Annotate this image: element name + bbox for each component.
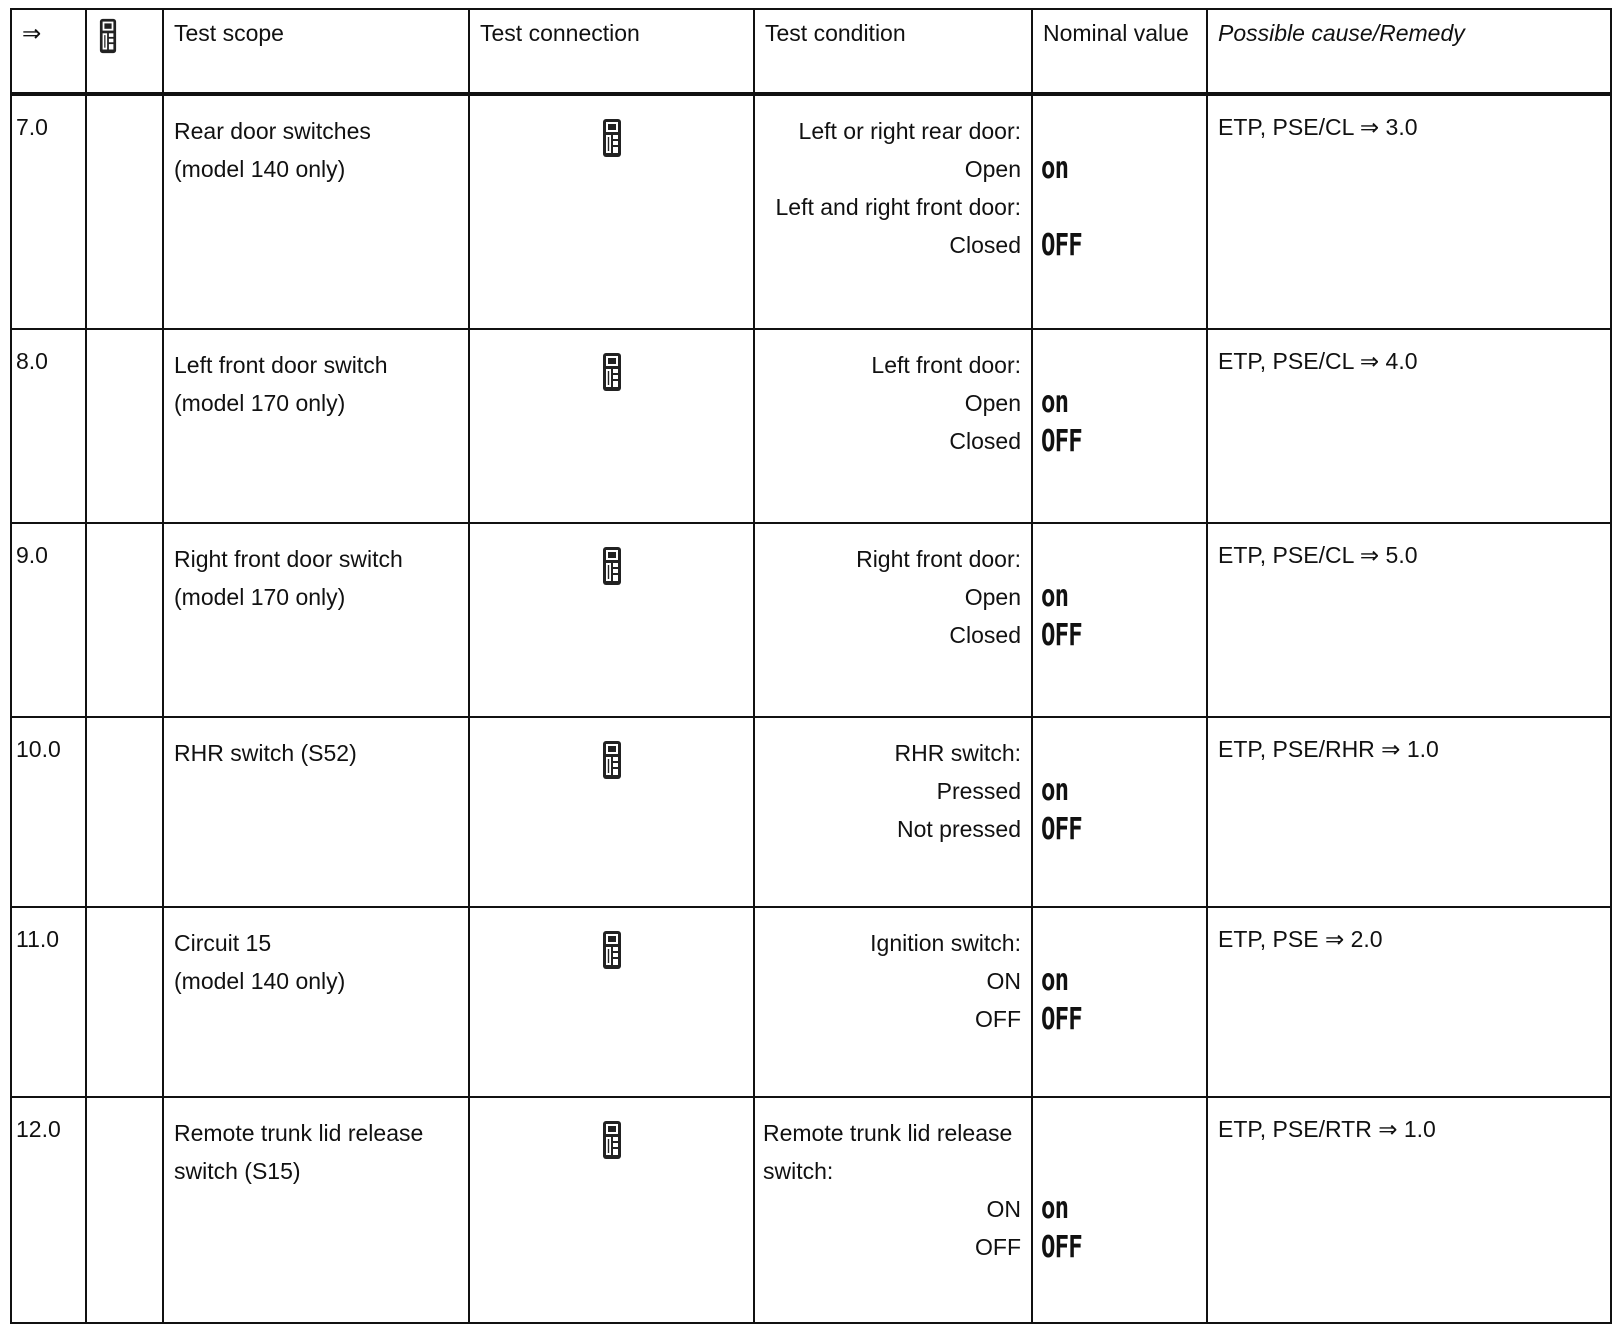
test-condition-line: OFF [975, 1234, 1021, 1260]
nominal-value-line [1041, 1114, 1206, 1152]
test-condition-line: Left and right front door: [775, 194, 1021, 220]
table-row [11, 329, 1611, 523]
test-table [10, 8, 1612, 1324]
nominal-value-line [1041, 1229, 1206, 1268]
nominal-value-line [1041, 150, 1206, 189]
test-condition-line: Right front door: [856, 546, 1021, 572]
test-condition-line: Not pressed [896, 816, 1021, 842]
tester-icon [600, 930, 624, 976]
step-number: 8.0 [11, 329, 86, 523]
test-condition-line: Closed [949, 232, 1021, 258]
test-scope-line: (model 140 only) [174, 156, 346, 182]
test-table-sheet [10, 8, 1610, 1324]
nominal-value: OFF [1041, 228, 1082, 263]
test-condition-line: Open [964, 584, 1021, 610]
test-scope-line: switch (S15) [174, 1158, 301, 1184]
nominal-value: on [1041, 151, 1069, 186]
nominal-value-line [1041, 1152, 1206, 1190]
test-scope-cell [163, 907, 469, 1097]
test-connection-cell [469, 717, 754, 907]
test-condition-line: Left or right rear door: [798, 118, 1021, 144]
step-number: 11.0 [11, 907, 86, 1097]
test-condition-line: Remote trunk lid release [763, 1120, 1013, 1146]
tester-column-cell [86, 1097, 163, 1323]
possible-cause-cell: ETP, PSE/CL ⇒ 3.0 [1207, 94, 1611, 329]
nominal-value-line [1041, 811, 1206, 850]
nominal-value-line [1041, 578, 1206, 617]
step-number: 12.0 [11, 1097, 86, 1323]
tester-icon [600, 1120, 624, 1166]
test-condition-cell [754, 907, 1032, 1097]
tester-column-cell [86, 329, 163, 523]
nominal-value: on [1041, 773, 1069, 808]
test-scope-cell [163, 523, 469, 717]
nominal-value-line [1041, 924, 1206, 962]
test-scope-line: Right front door switch [174, 546, 403, 572]
test-connection-cell [469, 329, 754, 523]
nominal-value: on [1041, 385, 1069, 420]
test-scope-cell [163, 717, 469, 907]
nominal-value-line [1041, 1190, 1206, 1229]
possible-cause-cell: ETP, PSE/RHR ⇒ 1.0 [1207, 717, 1611, 907]
nominal-value: OFF [1041, 1230, 1082, 1265]
test-condition-line: switch: [763, 1158, 834, 1184]
test-connection-cell [469, 1097, 754, 1323]
header-test-connection: Test connection [469, 9, 754, 94]
nominal-value-line [1041, 346, 1206, 384]
step-number: 10.0 [11, 717, 86, 907]
test-condition-cell [754, 717, 1032, 907]
header-tester-cell [86, 9, 163, 94]
test-connection-cell [469, 523, 754, 717]
test-condition-line: Closed [949, 622, 1021, 648]
test-condition-line: RHR switch: [894, 740, 1021, 766]
step-number: 7.0 [11, 94, 86, 329]
header-test-scope: Test scope [163, 9, 469, 94]
nominal-value: OFF [1041, 812, 1082, 847]
possible-cause-cell: ETP, PSE/CL ⇒ 4.0 [1207, 329, 1611, 523]
test-condition-cell [754, 523, 1032, 717]
step-number: 9.0 [11, 523, 86, 717]
tester-icon [600, 546, 624, 592]
nominal-value-line [1041, 189, 1206, 227]
nominal-value: on [1041, 1191, 1069, 1226]
test-scope-cell [163, 94, 469, 329]
table-row [11, 94, 1611, 329]
table-row [11, 907, 1611, 1097]
test-condition-line: ON [986, 968, 1021, 994]
test-condition-line: Open [964, 390, 1021, 416]
test-scope-cell [163, 329, 469, 523]
tester-icon [600, 352, 624, 398]
test-condition-line: ON [986, 1196, 1021, 1222]
possible-cause-cell: ETP, PSE ⇒ 2.0 [1207, 907, 1611, 1097]
nominal-value-cell [1032, 94, 1207, 329]
test-scope-cell [163, 1097, 469, 1323]
tester-icon [600, 118, 624, 164]
tester-column-cell [86, 907, 163, 1097]
header-nominal-value: Nominal value [1032, 9, 1207, 94]
test-scope-line: Circuit 15 [174, 930, 272, 956]
test-condition-line: OFF [975, 1006, 1021, 1032]
nominal-value-line [1041, 962, 1206, 1001]
tester-icon [97, 18, 119, 60]
table-row [11, 1097, 1611, 1323]
test-scope-line: (model 170 only) [174, 584, 346, 610]
test-condition-line: Ignition switch: [870, 930, 1021, 956]
test-connection-cell [469, 907, 754, 1097]
nominal-value: OFF [1041, 424, 1082, 459]
nominal-value: on [1041, 579, 1069, 614]
test-scope-line: (model 140 only) [174, 968, 346, 994]
nominal-value-line [1041, 617, 1206, 656]
test-scope-line: Rear door switches [174, 118, 371, 144]
nominal-value-cell [1032, 907, 1207, 1097]
test-condition-cell [754, 94, 1032, 329]
tester-icon [600, 740, 624, 786]
nominal-value-line [1041, 772, 1206, 811]
header-possible-cause: Possible cause/Remedy [1207, 9, 1611, 94]
nominal-value-cell [1032, 717, 1207, 907]
test-condition-line: Open [964, 156, 1021, 182]
header-arrow: ⇒ [11, 9, 86, 94]
test-connection-cell [469, 94, 754, 329]
test-condition-cell [754, 1097, 1032, 1323]
nominal-value-cell [1032, 523, 1207, 717]
test-condition-line: Pressed [936, 778, 1021, 804]
table-row [11, 717, 1611, 907]
nominal-value-line [1041, 540, 1206, 578]
test-condition-line: Closed [949, 428, 1021, 454]
tester-column-cell [86, 523, 163, 717]
header-test-condition: Test condition [754, 9, 1032, 94]
nominal-value-cell [1032, 1097, 1207, 1323]
test-scope-line: RHR switch (S52) [174, 740, 357, 766]
nominal-value-line [1041, 384, 1206, 423]
test-scope-line: (model 170 only) [174, 390, 346, 416]
test-condition-line: Left front door: [871, 352, 1021, 378]
possible-cause-cell: ETP, PSE/CL ⇒ 5.0 [1207, 523, 1611, 717]
nominal-value-line [1041, 112, 1206, 150]
nominal-value-cell [1032, 329, 1207, 523]
nominal-value-line [1041, 423, 1206, 462]
nominal-value: on [1041, 963, 1069, 998]
table-row [11, 523, 1611, 717]
nominal-value: OFF [1041, 618, 1082, 653]
possible-cause-cell: ETP, PSE/RTR ⇒ 1.0 [1207, 1097, 1611, 1323]
nominal-value-line [1041, 1001, 1206, 1040]
tester-column-cell [86, 717, 163, 907]
nominal-value-line [1041, 227, 1206, 266]
nominal-value-line [1041, 734, 1206, 772]
table-header-row [11, 9, 1611, 94]
test-condition-cell [754, 329, 1032, 523]
tester-column-cell [86, 94, 163, 329]
nominal-value: OFF [1041, 1002, 1082, 1037]
test-scope-line: Left front door switch [174, 352, 388, 378]
test-scope-line: Remote trunk lid release [174, 1120, 424, 1146]
